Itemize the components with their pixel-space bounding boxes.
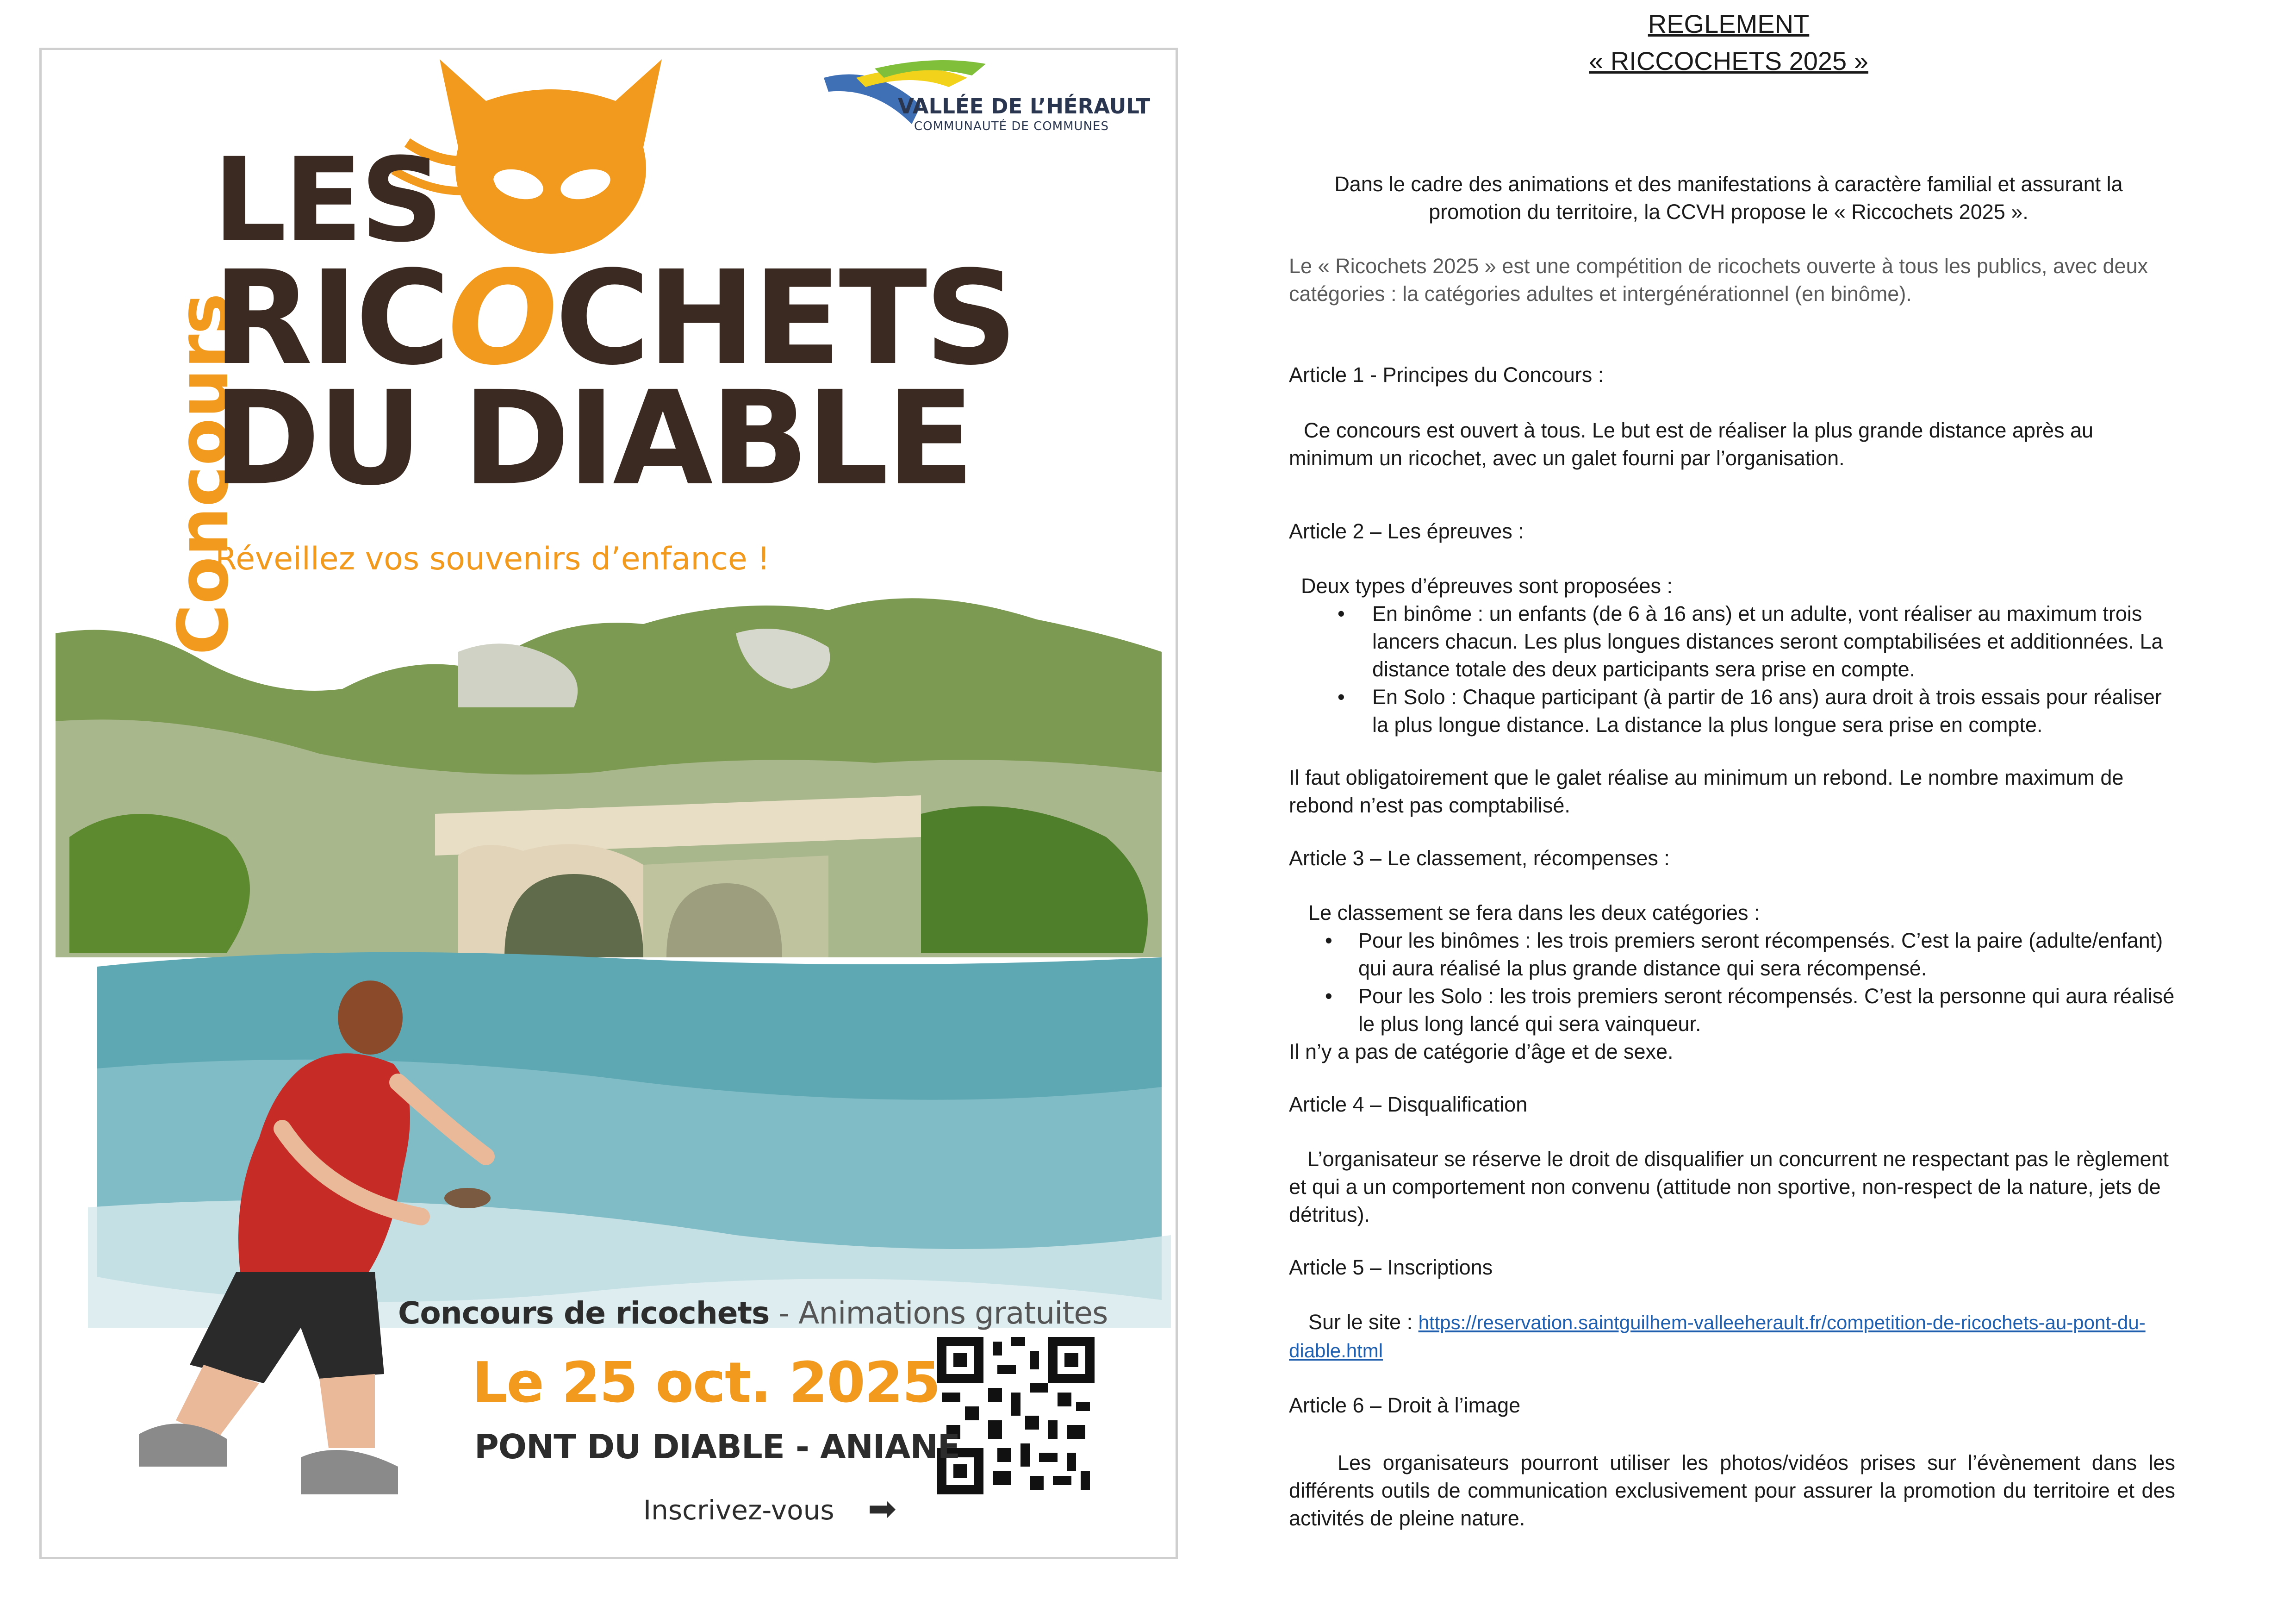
event-date: Le 25 oct. 2025 (472, 1351, 940, 1415)
article-1-text: Ce concours est ouvert à tous. Le but est de réaliser la plus grande distance après au minimum un ricochet, avec un galet fourni par l’organisation. (1289, 418, 2094, 470)
document-heading (1287, 6, 2171, 80)
article-4-title: Article 4 – Disqualification (1289, 1093, 1528, 1116)
poster-title-line3: DU DIABLE (213, 363, 972, 514)
heading-riccochets: « RICCOCHETS 2025 » (1589, 46, 1868, 75)
article-5-title: Article 5 – Inscriptions (1289, 1255, 1493, 1279)
arrow-right-icon: ➡ (868, 1489, 897, 1529)
register-call: Inscrivez-vous (643, 1494, 834, 1526)
rules-body (1289, 361, 2175, 1532)
event-poster (39, 48, 1178, 1559)
list-item: • En binôme : un enfants (de 6 à 16 ans) et un adulte, vont réaliser au maximum trois lancers chacun. Les plus longues distances seront comptabilisées et additionnées. La distance totale des deux participants sera prise en compte. (1289, 600, 2175, 683)
article-3-note: Il n’y a pas de catégorie d’âge et de sexe. (1289, 1040, 1674, 1063)
event-place: PONT DU DIABLE - ANIANE (474, 1427, 960, 1466)
intro-description: Le « Ricochets 2025 » est une compétition de ricochets ouverte à tous les publics, avec deux catégories : la catégories adultes et intergénérationnel (en binôme). (1289, 254, 2148, 306)
intro-paragraph: Dans le cadre des animations et des manifestations à caractère familial et assurant la promotion du territoire, la CCVH propose le « Riccochets 2025 ». (1334, 172, 2123, 224)
list-item: • En Solo : Chaque participant (à partir de 16 ans) aura droit à trois essais pour réaliser la plus longue distance. La distance la plus longue sera prise en compte. (1289, 683, 2175, 739)
list-item: • Pour les Solo : les trois premiers seront récompensés. C’est la personne qui aura réalisé le plus long lancé qui sera vainqueur. (1289, 982, 2175, 1038)
poster-title-line2: RICOCHETS (213, 243, 1015, 394)
article-5-text: Sur le site : https://reservation.saintguilhem-valleeherault.fr/competition-de-ricochets-au-pont-du-diable.html (1289, 1310, 2146, 1362)
heading-reglement: REGLEMENT (1648, 9, 1810, 38)
article-2-title: Article 2 – Les épreuves : (1289, 519, 1524, 543)
article-2-intro: Deux types d’épreuves sont proposées : (1301, 574, 1673, 598)
article-3-list (1289, 927, 2175, 1038)
qr-code-icon[interactable] (937, 1337, 1095, 1494)
poster-title-line1: LES (213, 133, 441, 268)
logo-subtitle: COMMUNAUTÉ DE COMMUNES (914, 119, 1109, 133)
event-type: Concours de ricochets - Animations gratuites (398, 1295, 1108, 1331)
registration-link[interactable]: https://reservation.saintguilhem-valleeherault.fr/competition-de-ricochets-au-pont-du-diable.html (1289, 1312, 2146, 1362)
article-6-title: Article 6 – Droit à l’image (1289, 1393, 1521, 1417)
article-4-text: L’organisateur se réserve le droit de disqualifier un concurrent ne respectant pas le règlement et qui a un comportement non convenu (attitude non sportive, non-respect de la nature, jets de détritus). (1289, 1147, 2169, 1226)
article-2-list (1289, 600, 2175, 739)
article-1-title: Article 1 - Principes du Concours : (1289, 363, 1604, 387)
article-2-note: Il faut obligatoirement que le galet réalise au minimum un rebond. Le nombre maximum de rebond n’est pas comptabilisé. (1289, 766, 2124, 817)
concours-label: Concours (163, 293, 244, 655)
article-3-title: Article 3 – Le classement, récompenses : (1289, 846, 1670, 870)
article-6-text: Les organisateurs pourront utiliser les photos/vidéos prises sur l’évènement dans les différents outils de communication exclusivement pour assurer la promotion du territoire et des activités de pleine nature. (1289, 1451, 2175, 1530)
poster-tagline: Réveillez vos souvenirs d’enfance ! (215, 541, 770, 577)
list-item: • Pour les binômes : les trois premiers seront récompensés. C’est la paire (adulte/enfant) qui aura réalisé la plus grande distance qui sera récompensé. (1289, 927, 2175, 982)
article-3-intro: Le classement se fera dans les deux catégories : (1308, 901, 1760, 924)
logo-title: VALLÉE DE L’HÉRAULT (898, 94, 1151, 119)
